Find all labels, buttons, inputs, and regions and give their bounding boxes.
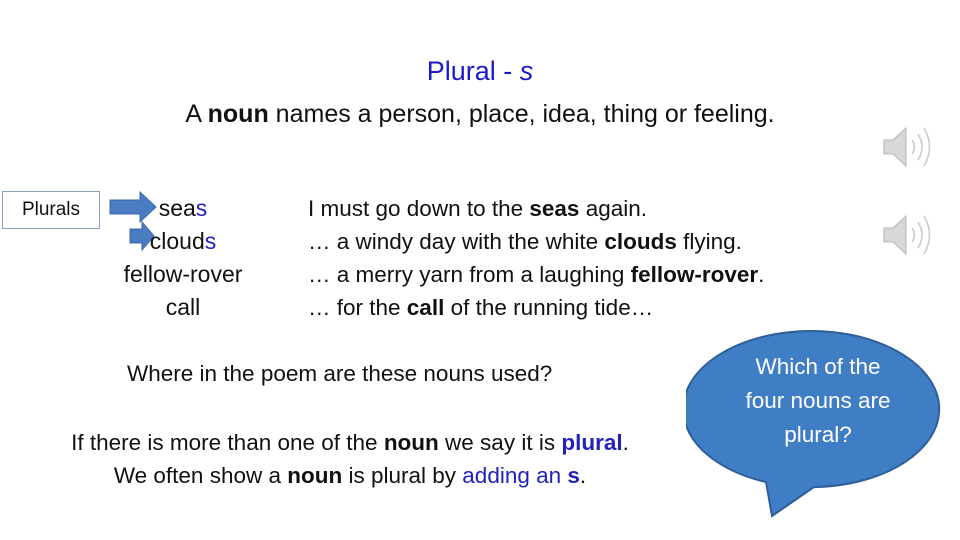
explain-line-2: We often show a noun is plural by adding an s. [113,463,587,488]
plural-explanation [20,426,680,492]
audio-speaker-icon[interactable] [882,124,938,170]
sentence-line: … for the call of the running tide… [308,295,654,320]
word-item: clouds [149,228,217,254]
noun-definition: A noun names a person, place, idea, thing or feeling. [185,100,775,128]
noun-word-list [108,192,258,324]
poem-sentences [308,192,764,324]
speech-bubble-text: Which of the four nouns are plural? [745,354,891,447]
question-text: Where in the poem are these nouns used? [127,361,553,386]
word-item: call [165,294,201,320]
audio-speaker-icon[interactable] [882,212,938,258]
sentence-line: … a merry yarn from a laughing fellow-rover. [308,262,765,287]
word-item: seas [158,195,208,221]
word-item: fellow-rover [123,261,243,287]
sentence-line: … a windy day with the white clouds flying. [308,229,742,254]
sentence-line: I must go down to the seas again. [308,196,647,221]
slide-title: Plural - s [426,56,534,86]
explain-line-1: If there is more than one of the noun we say it is plural. [71,430,629,455]
plurals-label-box: Plurals [2,191,100,229]
